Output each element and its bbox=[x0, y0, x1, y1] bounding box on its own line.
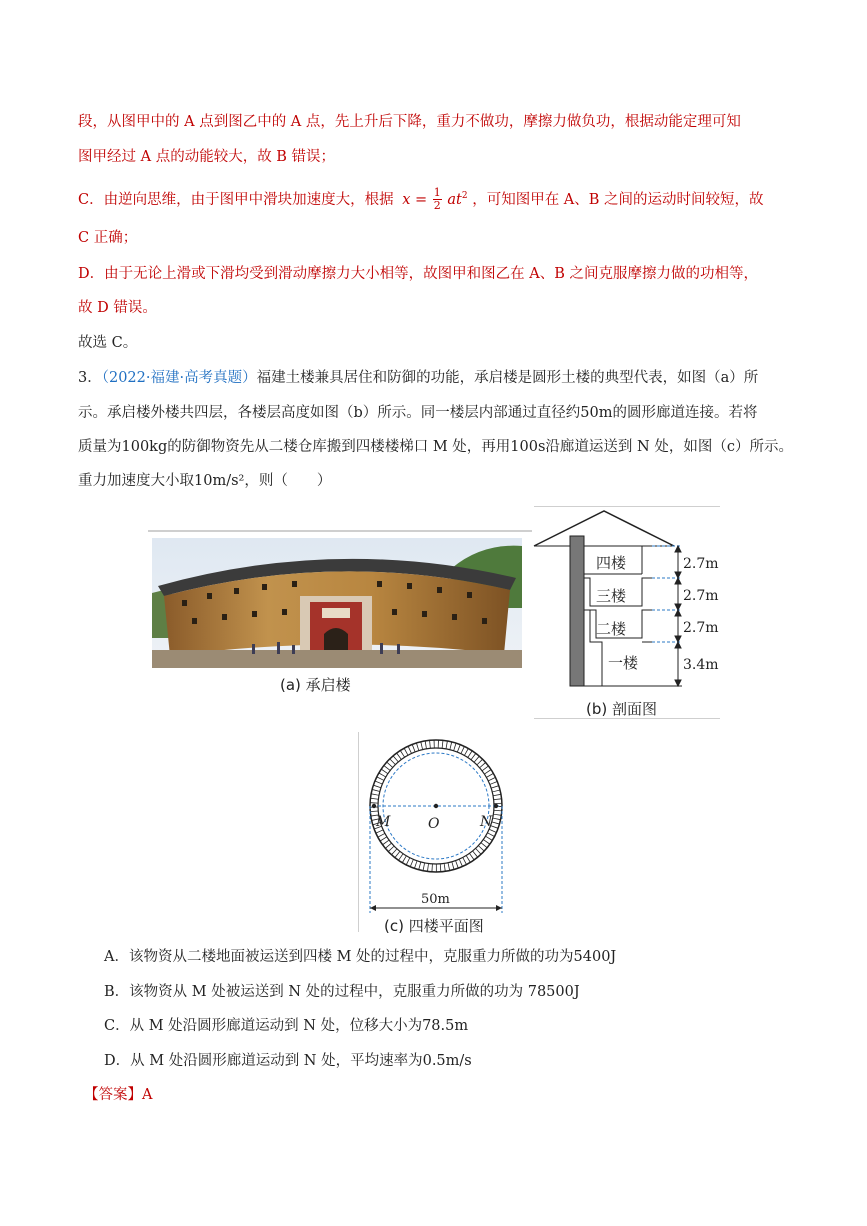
figure-b-caption: (b) 剖面图 bbox=[586, 700, 657, 718]
answer-label: 【答案】A bbox=[84, 1087, 153, 1103]
option-d[interactable]: D．从 M 处沿圆形廊道运动到 N 处，平均速率为0.5m/s bbox=[104, 1053, 472, 1069]
option-c-text-pre: C．由逆向思维，由于图甲中滑块加速度大，根据 bbox=[78, 191, 394, 208]
height-label-2: 2.7m bbox=[683, 620, 719, 636]
explanation-line-1: 段，从图甲中的 A 点到图乙中的 A 点，先上升后下降，重力不做功，摩擦力做负功，根据动能定理可知 bbox=[78, 114, 741, 130]
explanation-option-d-line-2: 故 D 错误。 bbox=[78, 300, 157, 316]
question-3-line-4: 重力加速度大小取10m/s²，则（ ） bbox=[78, 473, 332, 489]
formula-eq: = bbox=[415, 191, 428, 208]
point-o-label: O bbox=[428, 816, 440, 832]
floor-label-4: 四楼 bbox=[596, 554, 627, 572]
height-label-1: 3.4m bbox=[683, 657, 719, 673]
figure-a-top-rule bbox=[148, 530, 532, 532]
question-text-1: 福建土楼兼具居住和防御的功能，承启楼是圆形土楼的典型代表，如图（a）所 bbox=[256, 370, 759, 386]
point-m-label: M bbox=[376, 814, 391, 830]
explanation-line-2: 图甲经过 A 点的动能较大，故 B 错误； bbox=[78, 149, 336, 165]
chosen-answer: 故选 C。 bbox=[78, 335, 138, 351]
floor-label-3: 三楼 bbox=[596, 587, 627, 605]
explanation-option-d-line-1: D．由于无论上滑或下滑均受到滑动摩擦力大小相等，故图甲和图乙在 A、B 之间克服摩擦力做的功相等， bbox=[78, 266, 758, 282]
question-3-line-2: 示。承启楼外楼共四层，各楼层高度如图（b）所示。同一楼层内部通过直径约50m的圆形廊道连接。若将 bbox=[78, 405, 758, 421]
question-number: 3． bbox=[78, 370, 102, 386]
formula-at: at bbox=[447, 191, 462, 208]
option-c[interactable]: C．从 M 处沿圆形廊道运动到 N 处，位移大小为78.5m bbox=[104, 1018, 469, 1034]
fraction-denominator: 2 bbox=[433, 199, 441, 213]
point-n-label: N bbox=[480, 814, 493, 830]
explanation-option-c bbox=[78, 186, 764, 212]
formula-exponent: 2 bbox=[461, 191, 468, 201]
height-label-3: 2.7m bbox=[683, 588, 719, 604]
question-3-line-1 bbox=[78, 368, 758, 388]
formula-x: x bbox=[402, 191, 411, 208]
figure-a-caption: (a) 承启楼 bbox=[280, 676, 351, 694]
diameter-label: 50m bbox=[421, 892, 450, 907]
figure-c-floor-plan bbox=[358, 738, 514, 918]
option-a[interactable]: A．该物资从二楼地面被运送到四楼 M 处的过程中，克服重力所做的功为5400J bbox=[104, 949, 617, 965]
floor-label-2: 二楼 bbox=[596, 620, 627, 638]
figure-c-caption: (c) 四楼平面图 bbox=[384, 917, 484, 935]
question-3-line-3: 质量为100kg的防御物资先从二楼仓库搬到四楼楼梯口 M 处，再用100s沿廊道运送到 N 处，如图（c）所示。 bbox=[78, 439, 793, 455]
figure-a-photo bbox=[152, 538, 522, 668]
question-source: （2022·福建·高考真题） bbox=[101, 370, 257, 386]
formula-fraction bbox=[433, 187, 442, 212]
option-b[interactable]: B．该物资从 M 处被运送到 N 处的过程中，克服重力所做的功为 78500J bbox=[104, 984, 580, 1000]
height-label-4: 2.7m bbox=[683, 556, 719, 572]
option-c-text-post: ，可知图甲在 A、B 之间的运动时间较短，故 bbox=[472, 191, 764, 208]
floor-label-1: 一楼 bbox=[608, 654, 639, 672]
fraction-numerator: 1 bbox=[433, 186, 441, 200]
figure-b-section-diagram bbox=[532, 506, 722, 692]
explanation-option-c-line-2: C 正确； bbox=[78, 230, 138, 246]
